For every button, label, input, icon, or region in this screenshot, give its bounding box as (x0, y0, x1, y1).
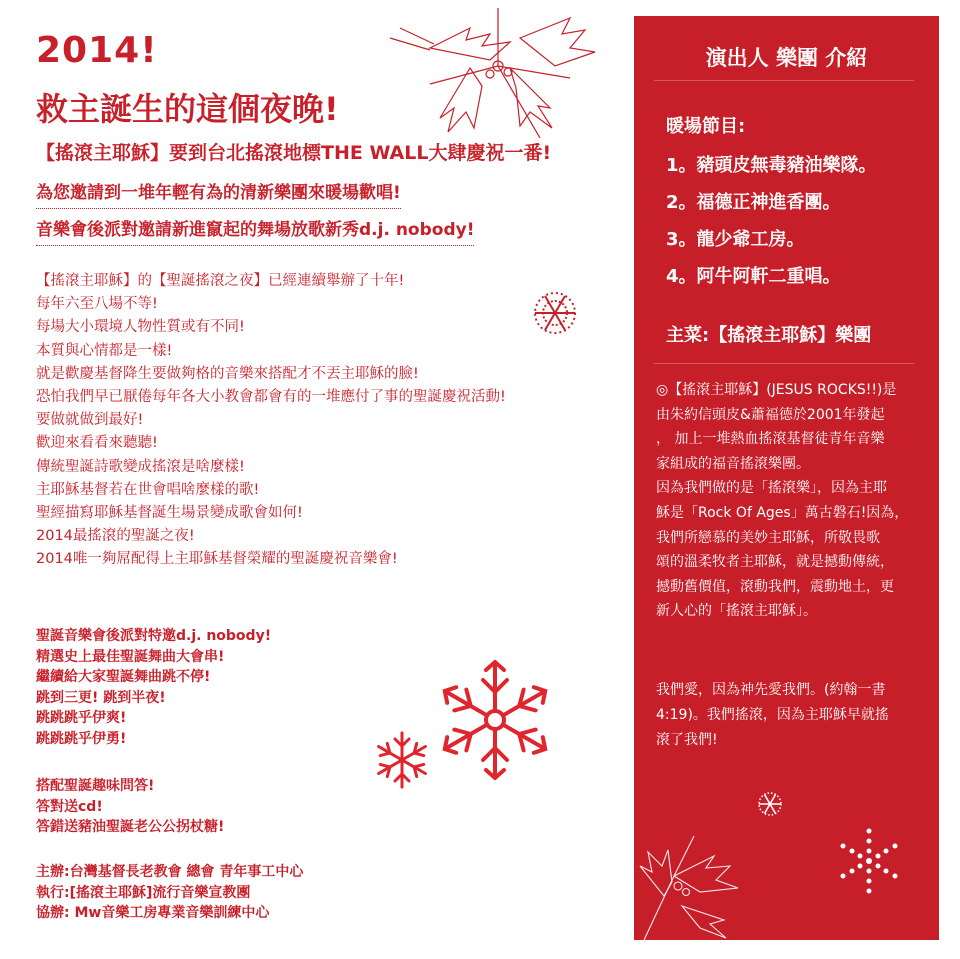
party-line: 跳到三更! 跳到半夜! (36, 689, 166, 706)
holly-sketch-icon (370, 8, 600, 138)
snowflake-small-icon (530, 288, 580, 338)
snowflake-large-icon (430, 660, 560, 780)
main-act: 主菜:【搖滾主耶穌】樂團 (666, 325, 872, 346)
afterparty-block (36, 626, 416, 749)
closing-verse (656, 678, 924, 753)
organizer-line: 協辦: Mw音樂工房專業音樂訓練中心 (36, 905, 270, 921)
event-subtitle: 【搖滾主耶穌】要到台北搖滾地標THE WALL大肆慶祝一番! (36, 142, 552, 164)
warmup-act: 3。龍少爺工房。 (666, 229, 805, 250)
intro-line: 因為我們做的是「搖滾樂」，因為主耶 (656, 480, 887, 497)
quiz-block (36, 776, 416, 838)
organizer-line: 主辦:台灣基督長老教會 總會 青年事工中心 (36, 864, 304, 880)
body-line: 聖經描寫耶穌基督誕生場景變成歌會如何! (36, 505, 303, 522)
headline-warmup: 為您邀請到一堆年輕有為的清新樂團來暖場歡唱! (36, 178, 401, 209)
intro-line: 由朱約信頭皮&蕭福德於2001年發起 (656, 406, 885, 423)
quiz-line: 答對送cd! (36, 798, 103, 815)
quiz-line: 搭配聖誕趣味問答! (36, 778, 155, 794)
body-line: 主耶穌基督若在世會唱啥麼樣的歌! (36, 481, 260, 498)
body-line: 就是歡慶基督降生要做夠格的音樂來搭配才不丟主耶穌的臉! (36, 365, 419, 382)
body-line: 【搖滾主耶穌】的【聖誕搖滾之夜】已經連續舉辦了十年! (36, 273, 405, 289)
intro-line: 家組成的福音搖滾樂團。 (656, 455, 810, 472)
closing-line: 我們愛，因為神先愛我們。(約翰一書 (656, 682, 886, 698)
body-line: 2014最搖滾的聖誕之夜! (36, 528, 195, 545)
panel-title: 演出人 樂團 介紹 (705, 46, 868, 70)
intro-line: 我們所戀慕的美妙主耶穌，所敬畏歌 (656, 529, 880, 546)
body-line: 恐怕我們早已厭倦每年各大小教會都會有的一堆應付了事的聖誕慶祝活動! (36, 389, 506, 406)
band-intro (656, 378, 924, 624)
panel-divider (654, 363, 914, 364)
closing-line: 4:19)。我們搖滾，因為主耶穌早就搖 (656, 707, 889, 723)
warmup-act: 1。豬頭皮無毒豬油樂隊。 (666, 155, 877, 176)
body-line: 每年六至八場不等! (36, 296, 158, 313)
party-line: 繼續給大家聖誕舞曲跳不停! (36, 669, 211, 685)
body-line: 歡迎來看看來聽聽! (36, 435, 158, 452)
body-line: 傳統聖誕詩歌變成搖滾是啥麼樣! (36, 458, 245, 475)
holly-sketch-white-icon (634, 816, 764, 940)
body-line: 本質與心情都是一樣! (36, 342, 173, 359)
intro-line: ， 加上一堆熱血搖滾基督徒青年音樂 (656, 431, 885, 448)
snowflake-white-small-icon (756, 790, 784, 818)
party-line: 跳跳跳乎伊勇! (36, 730, 127, 747)
intro-line: 穌是「Rock Of Ages」萬古磐石!因為， (656, 504, 909, 521)
intro-line: 新人心的「搖滾主耶穌」。 (656, 603, 817, 620)
intro-line: ◎【搖滾主耶穌】(JESUS ROCKS!!)是 (656, 382, 897, 398)
warmup-label: 暖場節目: (666, 116, 746, 137)
description-lines (36, 270, 616, 572)
party-line: 跳跳跳乎伊爽! (36, 710, 127, 726)
organizer-block (36, 862, 416, 924)
party-line: 精選史上最佳聖誕舞曲大會串! (36, 648, 225, 665)
intro-line: 頌的溫柔牧者主耶穌，就是撼動傳統， (656, 554, 894, 571)
body-line: 要做就做到最好! (36, 412, 144, 429)
warmup-act: 4。阿牛阿軒二重唱。 (666, 266, 841, 287)
closing-line: 滾了我們! (656, 732, 718, 748)
panel-divider (654, 80, 914, 81)
snowflake-medium-icon (372, 730, 432, 790)
snowflake-white-dotted-icon (834, 826, 904, 896)
event-year: 2014! (36, 30, 158, 71)
quiz-line: 答錯送豬油聖誕老公公拐杖糖! (36, 819, 225, 835)
warmup-act: 2。福德正神進香團。 (666, 192, 841, 213)
intro-line: 撼動舊價值，滾動我們，震動地土，更 (656, 578, 894, 595)
event-title: 救主誕生的這個夜晚! (36, 90, 339, 128)
headline-afterparty: 音樂會後派對邀請新進竄起的舞場放歌新秀d.j. nobody! (36, 215, 474, 246)
body-line: 2014唯一夠屌配得上主耶穌基督榮耀的聖誕慶祝音樂會! (36, 551, 398, 568)
warmup-act-list (666, 147, 877, 295)
organizer-line: 執行:[搖滾主耶穌]流行音樂宣教團 (36, 884, 251, 901)
body-line: 每場大小環境人物性質或有不同! (36, 319, 245, 336)
lineup-panel (634, 16, 939, 940)
party-line: 聖誕音樂會後派對特邀d.j. nobody! (36, 628, 272, 644)
